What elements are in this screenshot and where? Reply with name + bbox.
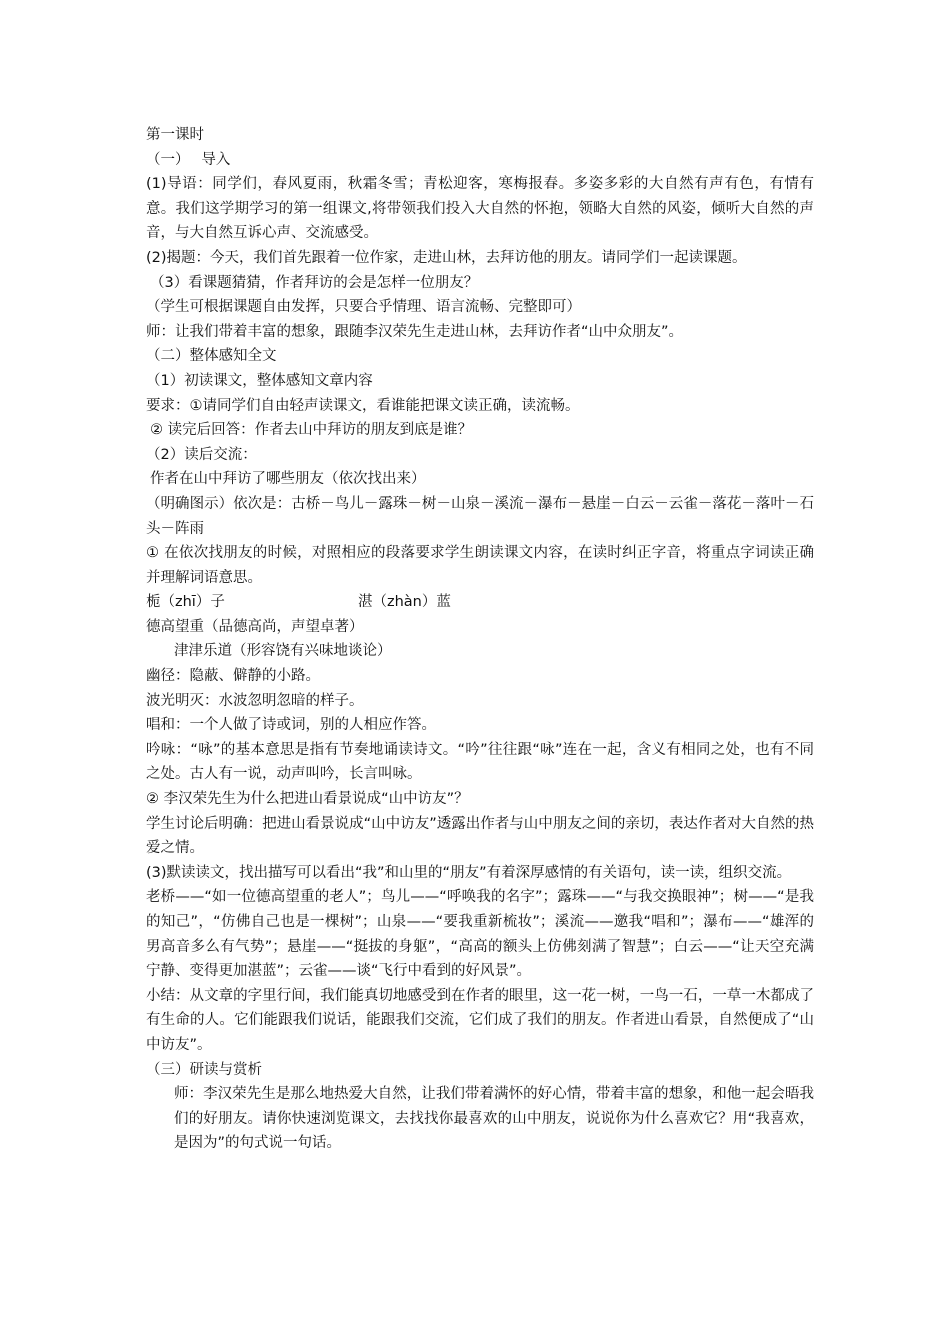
section-heading-intro: （一） 导入 xyxy=(146,151,231,168)
paragraph-guide: (1)导语：同学们，春风夏雨，秋霜冬雪；青松迎客，寒梅报春。多姿多彩的大自然有声有色，有情有意。我们这学期学习的第一组课文,将带领我们投入大自然的怀抱，领略大自然的风姿，倾听大自然的声音，与大自然互诉心声、交流感受。 xyxy=(146,176,814,242)
paragraph-reading-instruction: ① 在依次找朋友的时候，对照相应的段落要求学生朗读课文内容，在读时纠正字音，将重点字词读正确并理解词语意思。 xyxy=(146,545,814,586)
pinyin-gardenia: 栀（zhī）子 xyxy=(146,594,225,611)
paragraph-friends-visited: 作者在山中拜访了哪些朋友（依次找出来） xyxy=(150,471,426,488)
vocab-dgwz: 德高望重（品德高尚，声望卓著） xyxy=(146,618,364,635)
paragraph-discussion: 学生讨论后明确：把进山看景说成“山中访友”透露出作者与山中朋友之间的亲切，表达作者对大自然的热爱之情。 xyxy=(146,815,814,857)
paragraph-question: ② 读完后回答：作者去山中拜访的朋友到底是谁？ xyxy=(150,422,473,439)
document-body xyxy=(146,123,814,1156)
paragraph-reveal-title: (2)揭题：今天，我们首先跟着一位作家，走进山林，去拜访他的朋友。请同学们一起读课题。 xyxy=(146,249,747,266)
pinyin-row xyxy=(146,590,814,615)
vocab-jjld: 津津乐道（形容饶有兴味地谈论） xyxy=(174,643,392,660)
paragraph-guess: （3）看课题猜猜，作者拜访的会是怎样一位朋友？ xyxy=(150,274,479,291)
paragraph-friend-quotes: 老桥——“如一位德高望重的老人”；鸟儿——“呼唤我的名字”；露珠——“与我交换眼神”；树——“是我的知己”，“仿佛自己也是一棵树”；山泉——“要我重新梳妆”；溪流——邀我“唱和”；瀑布——“雄浑的男高音多么有气势”；悬崖——“挺拔的身躯”，“高高的额头上仿佛刻满了智慧”；白云——“让天空充满宁静、变得更加湛蓝”；云雀——谈“飞行中看到的好风景”。 xyxy=(146,889,814,980)
vocab-changhe: 唱和：一个人做了诗或词，别的人相应作答。 xyxy=(146,717,436,734)
paragraph-first-reading: （1）初读课文，整体感知文章内容 xyxy=(146,372,373,389)
paragraph-question-two: ② 李汉荣先生为什么把进山看景说成“山中访友”？ xyxy=(146,791,469,808)
paragraph-teacher-closing: 师：李汉荣先生是那么地热爱大自然，让我们带着满怀的好心情，带着丰富的想象，和他一起会晤我们的好朋友。请你快速浏览课文，去找找你最喜欢的山中朋友，说说你为什么喜欢它？用“我喜欢，是因为”的句式说一句话。 xyxy=(174,1086,814,1152)
paragraph-silent-reading: (3)默读读文，找出描写可以看出“我”和山里的“朋友”有着深厚感情的有关语句，读一读，组织交流。 xyxy=(146,864,792,881)
paragraph-requirement: 要求：①请同学们自由轻声读课文，看谁能把课文读正确，读流畅。 xyxy=(146,397,580,414)
vocab-yinyong: 吟咏：“咏”的基本意思是指有节奏地诵读诗文。“吟”往往跟“咏”连在一起，含义有相同之处，也有不同之处。古人有一说，动声叫吟，长言叫咏。 xyxy=(146,741,814,783)
vocab-youjing: 幽径：隐蔽、僻静的小路。 xyxy=(146,668,320,685)
paragraph-student-note: （学生可根据课题自由发挥，只要合乎情理、语言流畅、完整即可） xyxy=(146,299,581,316)
paragraph-teacher-lead: 师：让我们带着丰富的想象，跟随李汉荣先生走进山林，去拜访作者“山中众朋友”。 xyxy=(146,323,684,340)
lesson-title: 第一课时 xyxy=(146,127,204,143)
paragraph-friends-sequence: （明确图示）依次是：古桥－鸟儿－露珠－树－山泉－溪流－瀑布－悬崖－白云－云雀－落花－落叶－石头－阵雨 xyxy=(146,495,814,537)
section-heading-overview: （二）整体感知全文 xyxy=(146,348,277,365)
section-heading-study: （三）研读与赏析 xyxy=(146,1061,262,1078)
vocab-boguang: 波光明灭：水波忽明忽暗的样子。 xyxy=(146,692,364,709)
paragraph-summary: 小结：从文章的字里行间，我们能真切地感受到在作者的眼里，这一花一树，一鸟一石，一草一木都成了有生命的人。它们能跟我们说话，能跟我们交流，它们成了我们的朋友。作者进山看景，自然便成了“山中访友”。 xyxy=(146,987,814,1053)
paragraph-exchange: （2）读后交流： xyxy=(146,446,257,463)
pinyin-zhanlan: 湛（zhàn）蓝 xyxy=(358,594,451,611)
